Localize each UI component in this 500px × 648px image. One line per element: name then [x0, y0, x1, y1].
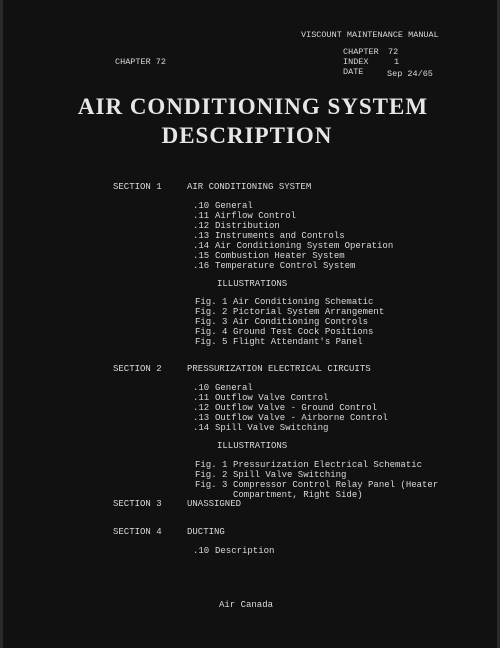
figure-item: Fig. 3 Compressor Control Relay Panel (Heater: [195, 480, 439, 490]
list-item: .10 Description: [193, 546, 275, 556]
list-item: .14 Spill Valve Switching: [193, 423, 329, 433]
section-4-label: SECTION 4: [113, 527, 162, 537]
list-item: .12 Outflow Valve - Ground Control: [193, 403, 378, 413]
page-title-line2: DESCRIPTION: [161, 123, 333, 148]
section-4-title: DUCTING: [187, 527, 225, 537]
section-2-label: SECTION 2: [113, 364, 162, 374]
page-title-line1: AIR CONDITIONING SYSTEM: [77, 94, 429, 119]
list-item: .15 Combustion Heater System: [193, 251, 345, 261]
illustrations-heading-2: ILLUSTRATIONS: [217, 441, 288, 451]
chapter-value: 72: [388, 47, 399, 57]
figure-item: Fig. 4 Ground Test Cock Positions: [195, 327, 374, 337]
list-item: .11 Outflow Valve Control: [193, 393, 329, 403]
figure-item: Fig. 1 Air Conditioning Schematic: [195, 297, 374, 307]
figure-item: Fig. 1 Pressurization Electrical Schematic: [195, 460, 423, 470]
chapter-left: CHAPTER 72: [115, 57, 167, 67]
list-item: .13 Instruments and Controls: [193, 231, 345, 241]
index-label: INDEX: [343, 57, 369, 67]
section-3-title: UNASSIGNED: [187, 499, 242, 509]
list-item: .12 Distribution: [193, 221, 280, 231]
list-item: .13 Outflow Valve - Airborne Control: [193, 413, 388, 423]
figure-item: Fig. 2 Spill Valve Switching: [195, 470, 347, 480]
section-1-title: AIR CONDITIONING SYSTEM: [187, 182, 312, 192]
list-item: .10 General: [193, 201, 253, 211]
illustrations-heading-1: ILLUSTRATIONS: [217, 279, 288, 289]
list-item: .14 Air Conditioning System Operation: [193, 241, 394, 251]
figure-item-continuation: Compartment, Right Side): [233, 490, 363, 500]
index-value: 1: [394, 57, 400, 67]
date-label: DATE: [343, 67, 364, 77]
figure-item: Fig. 3 Air Conditioning Controls: [195, 317, 369, 327]
manual-name: VISCOUNT MAINTENANCE MANUAL: [301, 30, 439, 40]
list-item: .11 Airflow Control: [193, 211, 297, 221]
list-item: .10 General: [193, 383, 253, 393]
section-3-label: SECTION 3: [113, 499, 162, 509]
list-item: .16 Temperature Control System: [193, 261, 356, 271]
figure-item: Fig. 5 Flight Attendant's Panel: [195, 337, 363, 347]
section-1-label: SECTION 1: [113, 182, 162, 192]
date-value: Sep 24/65: [387, 69, 433, 79]
figure-item: Fig. 2 Pictorial System Arrangement: [195, 307, 385, 317]
section-2-title: PRESSURIZATION ELECTRICAL CIRCUITS: [187, 364, 371, 374]
footer-company: Air Canada: [219, 600, 274, 610]
chapter-label: CHAPTER: [343, 47, 379, 57]
